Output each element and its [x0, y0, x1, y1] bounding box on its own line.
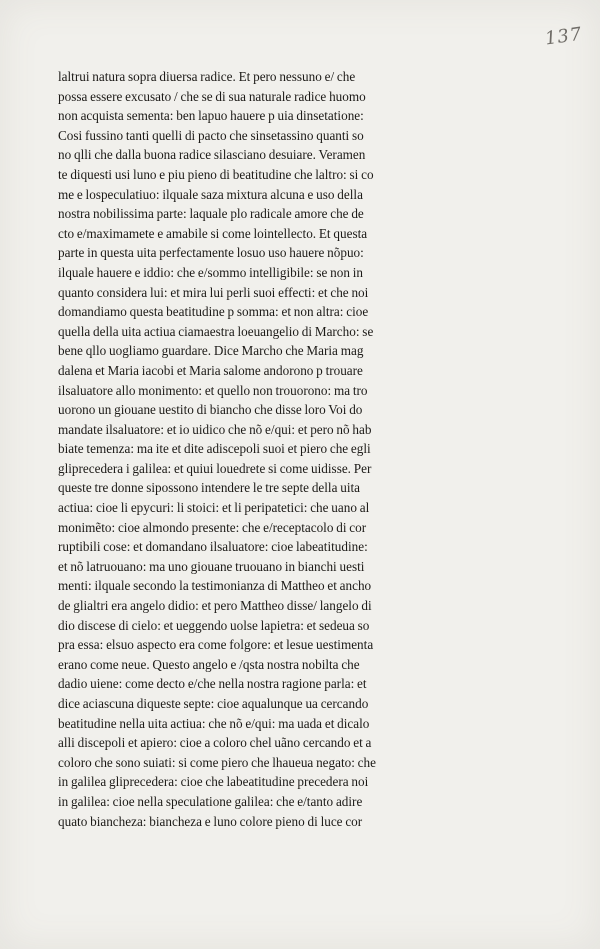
text-line: dice aciascuna diqueste septe: cioe aqualunque ua cercando [58, 696, 369, 711]
text-line: coloro che sono suiati: si come piero che lhaueua negato: che [58, 754, 376, 770]
text-line: ilquale hauere e iddio: che e/sommo intelligibile: se non in [58, 264, 363, 280]
text-line: monimẽto: cioe almondo presente: che e/receptacolo di cor [58, 519, 367, 535]
text-line: ruptibili cose: et domandano ilsaluatore: cioe labeatitudine: [58, 539, 368, 555]
text-line: parte in questa uita perfectamente losuo uso hauere nõpuo: [58, 245, 364, 261]
text-line: domandiamo questa beatitudine p somma: et non altra: cioe [58, 304, 369, 320]
text-line: in galilea: cioe nella speculatione galilea: che e/tanto adire [58, 793, 363, 809]
text-line: laltrui natura sopra diuersa radice. Et pero nessuno e/ che [58, 69, 356, 84]
text-line: nostra nobilissima parte: laquale plo radicale amore che de [58, 206, 364, 222]
text-line: dio discese di cielo: et ueggendo uolse lapietra: et sedeua so [58, 617, 370, 633]
text-line: te diquesti usi luno e piu pieno di beatitudine che laltro: si co [58, 166, 374, 182]
text-line: dadio uiene: come decto e/che nella nostra ragione parla: et [58, 676, 367, 692]
folio-number: 137 [543, 23, 584, 50]
text-line: bene qllo uogliamo guardare. Dice Marcho che Maria mag [58, 343, 364, 359]
text-line: quato biancheza: biancheza e luno colore pieno di luce cor [58, 813, 363, 829]
text-line: erano come neue. Questo angelo e /qsta nostra nobilta che [58, 656, 360, 672]
text-line: me e lospeculatiuo: ilquale saza mixtura alcuna e uso della [58, 186, 363, 202]
text-line: de glialtri era angelo didio: et pero Mattheo disse/ langelo di [58, 598, 372, 614]
text-line: ilsaluatore allo monimento: et quello non trouorono: ma tro [58, 382, 368, 398]
text-line: gliprecedera i galilea: et quiui louedrete si come uidisse. Per [58, 460, 372, 476]
text-line: biate temenza: ma ite et dite adiscepoli suoi et piero che egli [58, 441, 371, 457]
text-line: no qlli che dalla buona radice silasciano desuiare. Veramen [58, 147, 366, 163]
text-line: Cosi fussino tanti quelli di pacto che sinsetassino quanti so [58, 127, 364, 143]
text-line: actiua: cioe li epycuri: li stoici: et li peripatetici: che uano al [58, 500, 370, 516]
text-line: menti: ilquale secondo la testimonianza di Mattheo et ancho [58, 578, 372, 594]
text-line: cto e/maximamete e amabile si come lointellecto. Et questa [58, 225, 368, 241]
text-line: pra essa: elsuo aspecto era come folgore: et lesue uestimenta [58, 637, 374, 653]
text-line: possa essere excusato / che se di sua naturale radice huomo [58, 88, 366, 104]
text-line: dalena et Maria iacobi et Maria salome andorono p trouare [58, 362, 363, 378]
text-line: in galilea gliprecedera: cioe che labeatitudine precedera noi [58, 774, 369, 790]
text-line: et nõ latruouano: ma uno giouane truouano in bianchi uesti [58, 558, 365, 574]
body-text [58, 67, 528, 831]
text-line: mandate ilsaluatore: et io uidico che nõ e/qui: et pero nõ hab [58, 421, 372, 437]
text-line: non acquista sementa: ben lapuo hauere p uia dinsetatione: [58, 108, 364, 124]
text-line: queste tre donne sipossono intendere le tre septe della uita [58, 480, 361, 496]
text-line: alli discepoli et apiero: cioe a coloro chel uãno cercando et a [58, 735, 372, 751]
text-line: quella della uita actiua ciamaestra loeuangelio di Marcho: se [58, 323, 374, 339]
text-line: beatitudine nella uita actiua: che nõ e/qui: ma uada et dicalo [58, 715, 370, 731]
text-line: uorono un giouane uestito di biancho che disse loro Voi do [58, 402, 363, 418]
text-line: quanto considera lui: et mira lui perli suoi effecti: et che noi [58, 284, 369, 300]
